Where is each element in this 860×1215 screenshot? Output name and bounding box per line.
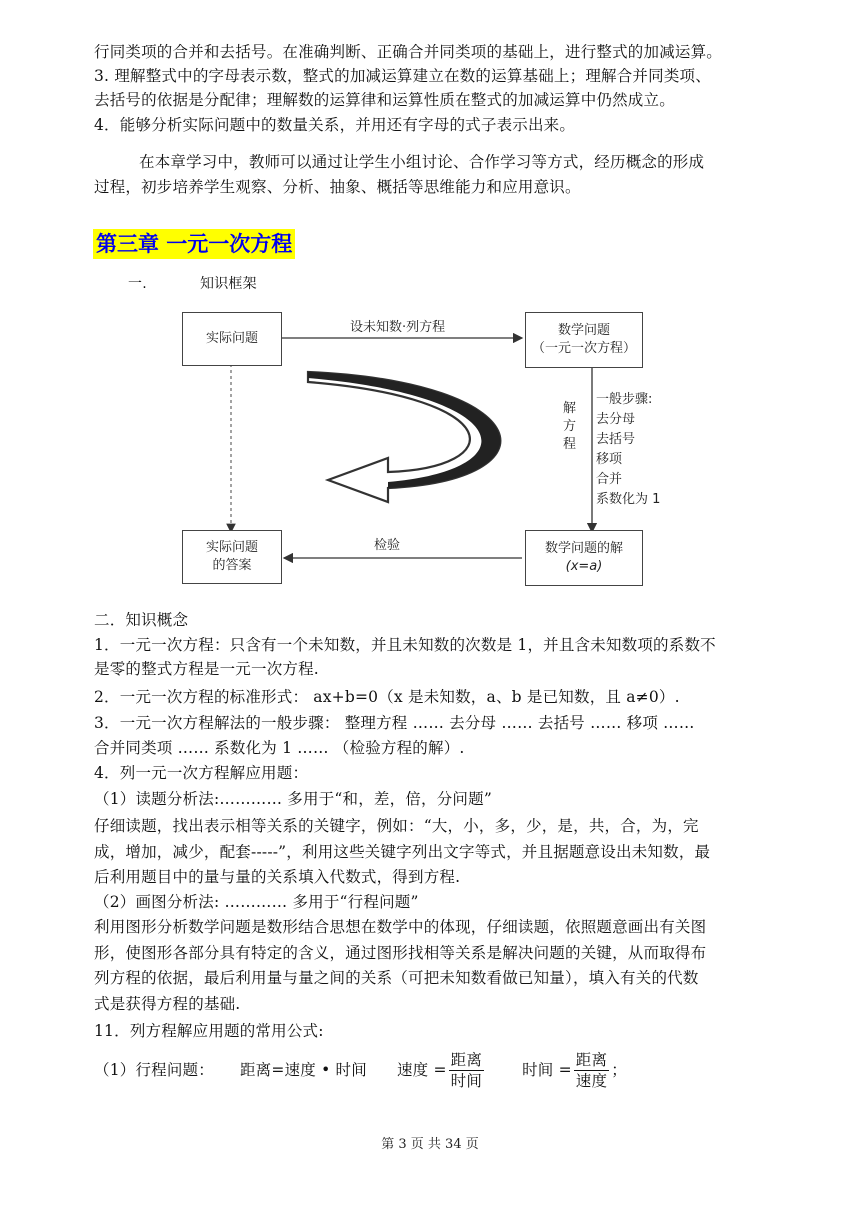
step-item: 移项 <box>596 452 623 467</box>
box-math-solution-line1: 数学问题的解 <box>544 541 623 556</box>
page-footer: 第 3 页 共 34 页 <box>381 1137 479 1152</box>
method-1-title: （1）读题分析法:………… 多用于“和，差，倍，分问题” <box>94 790 492 808</box>
box-math-solution <box>525 530 643 586</box>
concept-1-line-2: 是零的整式方程是一元一次方程. <box>94 660 319 678</box>
box-real-problem <box>182 312 282 366</box>
intro-line-1: 行同类项的合并和去括号。在准确判断、正确合并同类项的基础上，进行整式的加减运算。 <box>94 43 723 61</box>
travel-formula <box>94 1046 627 1094</box>
method-2-line-1: 利用图形分析数学问题是数形结合思想在数学中的体现，仔细读题，依照题意画出有关图 <box>94 918 707 936</box>
method-2-line-2: 形，使图形各部分具有特定的含义，通过图形找相等关系是解决问题的关键，从而取得布 <box>94 944 707 962</box>
method-1-line-1: 仔细读题，找出表示相等关系的关键字，例如：“大，小，多，少，是，共，合，为，完 <box>94 817 699 835</box>
fraction-speed <box>449 1050 484 1091</box>
arrow-formulate-label: 设未知数·列方程 <box>350 320 446 335</box>
solve-equation-label: 解方程 <box>563 401 577 452</box>
step-item: 去括号 <box>596 432 636 447</box>
box-real-answer <box>182 530 282 584</box>
section2-heading: 二．知识概念 <box>94 611 189 629</box>
box-real-problem-label: 实际问题 <box>205 331 258 346</box>
step-item: 系数化为 1 <box>596 492 661 507</box>
fraction-denominator: 速度 <box>575 1071 608 1090</box>
knowledge-framework-diagram <box>178 300 678 600</box>
arrow-verify-label: 检验 <box>374 538 401 553</box>
fraction-numerator: 距离 <box>575 1050 608 1069</box>
method-2-title: （2）画图分析法: ………… 多用于“行程问题” <box>94 893 419 911</box>
step-item: 合并 <box>596 472 623 487</box>
intro-line-4: 4．能够分析实际问题中的数量关系，并用还有字母的式子表示出来。 <box>94 116 576 134</box>
section1-title: 知识框架 <box>200 276 257 292</box>
box-real-answer-line1: 实际问题 <box>205 540 258 555</box>
method-2-line-3: 列方程的依据，最后利用量与量之间的关系（可把未知数看做已知量），填入有关的代数 <box>94 969 699 987</box>
fraction-time <box>574 1050 609 1091</box>
concept-1-line-1: 1．一元一次方程：只含有一个未知数，并且未知数的次数是 1，并且含未知数项的系数不 <box>94 636 716 654</box>
intro-line-6: 过程，初步培养学生观察、分析、抽象、概括等思维能力和应用意识。 <box>94 178 581 196</box>
concept-2: 2．一元一次方程的标准形式： ax+b=0（x 是未知数，a、b 是已知数，且 a≠0）. <box>94 688 680 706</box>
intro-line-2: 3. 理解整式中的字母表示数，整式的加减运算建立在数的运算基础上；理解合并同类项、 <box>94 67 711 85</box>
box-math-problem <box>525 312 643 368</box>
formula-label: （1）行程问题： <box>94 1061 214 1079</box>
formula-distance: 距离=速度 • 时间 <box>239 1061 367 1079</box>
formula-end: ； <box>611 1061 627 1079</box>
box-math-solution-line2: (x=a) <box>565 559 603 574</box>
concept-3-line-1: 3．一元一次方程解法的一般步骤： 整理方程 …… 去分母 …… 去括号 …… 移项 …… <box>94 714 695 732</box>
step-item: 去分母 <box>596 412 636 427</box>
method-1-line-3: 后利用题目中的量与量的关系填入代数式，得到方程. <box>94 868 461 886</box>
box-math-problem-line1: 数学问题 <box>557 323 610 338</box>
formula-speed-lhs: 速度 = <box>396 1061 447 1079</box>
concept-4: 4．列一元一次方程解应用题： <box>94 764 309 782</box>
box-real-answer-line2: 的答案 <box>212 558 252 573</box>
box-math-problem-line2: （一元一次方程） <box>531 341 636 356</box>
concept-3-line-2: 合并同类项 …… 系数化为 1 …… （检验方程的解）. <box>94 739 465 757</box>
steps-title: 一般步骤: <box>596 392 653 407</box>
general-steps <box>596 390 660 510</box>
chapter-title: 第三章 一元一次方程 <box>93 229 295 259</box>
formulas-heading: 11．列方程解应用题的常用公式: <box>94 1022 324 1040</box>
method-1-line-2: 成，增加，减少，配套-----”，利用这些关键字列出文字等式，并且据题意设出未知数，最 <box>94 843 711 861</box>
fraction-denominator: 时间 <box>450 1071 483 1090</box>
intro-line-5: 在本章学习中，教师可以通过让学生小组讨论、合作学习等方式，经历概念的形成 <box>139 153 705 171</box>
intro-line-3: 去括号的依据是分配律；理解数的运算律和运算性质在整式的加减运算中仍然成立。 <box>94 91 675 109</box>
formula-time-lhs: 时间 = <box>522 1061 572 1079</box>
section1-number: 一. <box>128 276 147 292</box>
fraction-numerator: 距离 <box>450 1050 483 1069</box>
method-2-line-4: 式是获得方程的基础. <box>94 995 241 1013</box>
